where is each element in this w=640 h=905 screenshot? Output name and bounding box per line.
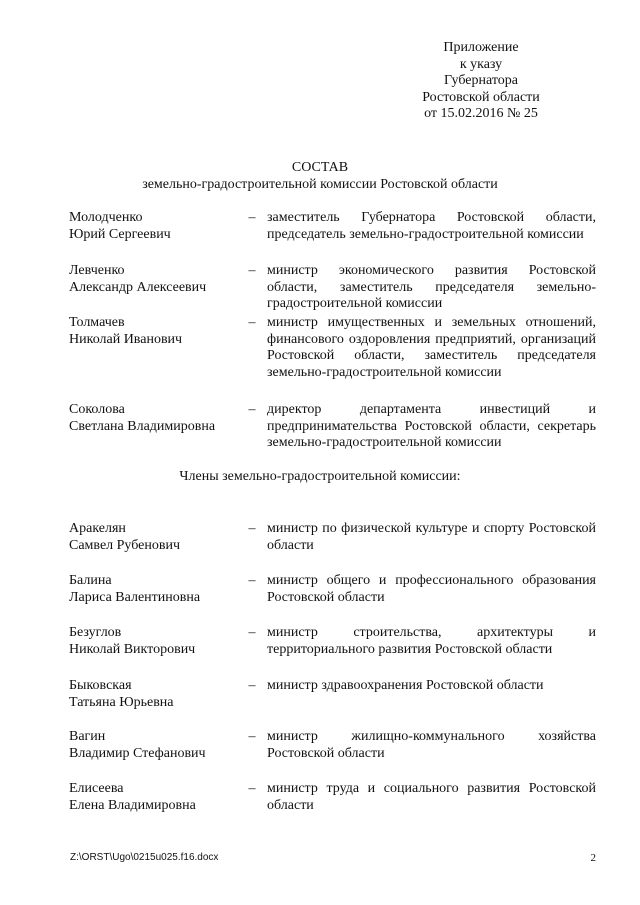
given-name: Светлана Владимировна (69, 418, 216, 434)
surname: Толмачев (69, 315, 125, 330)
appendix-block (396, 40, 566, 123)
given-name: Юрий Сергеевич (69, 226, 171, 242)
person-name (69, 729, 239, 762)
position: министр жилищно-коммунального хозяйства Ростовской области (267, 729, 596, 761)
person-name (69, 521, 239, 554)
appendix-line: Губернатора (443, 73, 519, 89)
person-name (69, 210, 239, 243)
surname: Аракелян (69, 521, 126, 536)
given-name: Николай Иванович (69, 331, 183, 347)
dash: – (248, 625, 256, 640)
dash: – (248, 263, 256, 278)
given-name: Александр Алексеевич (69, 279, 207, 295)
position: министр труда и социального развития Ростовской области (267, 781, 596, 813)
appendix-line: Приложение (443, 40, 519, 55)
dash: – (248, 210, 256, 225)
surname: Елисеева (69, 781, 124, 796)
position: министр имущественных и земельных отношений, финансового оздоровления предприятий, организаций Ростовской области, заместитель председателя земельно-градостроительной комиссии (267, 315, 596, 380)
given-name: Лариса Валентиновна (69, 589, 201, 605)
dash: – (248, 729, 256, 744)
surname: Соколова (69, 402, 125, 417)
position: министр общего и профессионального образования Ростовской области (267, 573, 596, 605)
surname: Балина (69, 573, 112, 588)
dash: – (248, 315, 256, 330)
dash: – (248, 521, 256, 536)
person-name (69, 678, 239, 711)
person-name (69, 573, 239, 606)
dash: – (248, 402, 256, 417)
given-name: Владимир Стефанович (69, 745, 206, 761)
given-name: Елена Владимировна (69, 797, 196, 813)
person-name (69, 402, 239, 435)
position: министр здравоохранения Ростовской области (267, 678, 544, 693)
dash: – (248, 573, 256, 588)
surname: Вагин (69, 729, 106, 744)
title-line-1: СОСТАВ (291, 160, 349, 175)
surname: Безуглов (69, 625, 122, 640)
person-name (69, 263, 239, 296)
appendix-line: Ростовской области (422, 89, 540, 105)
person-name (69, 315, 239, 348)
footer-file-path: Z:\ORST\Ugo\0215u025.f16.docx (70, 852, 219, 863)
given-name: Татьяна Юрьевна (69, 694, 174, 710)
given-name: Самвел Рубенович (69, 537, 181, 553)
position: директор департамента инвестиций и предпринимательства Ростовской области, секретарь земельно-градостроительной комиссии (267, 402, 596, 451)
position: министр экономического развития Ростовской области, заместитель председателя земельно-градостроительной комиссии (267, 263, 596, 312)
position: министр по физической культуре и спорту Ростовской области (267, 521, 596, 553)
position: министр строительства, архитектуры и территориального развития Ростовской области (267, 625, 596, 657)
dash: – (248, 678, 256, 693)
page-number: 2 (590, 852, 596, 864)
given-name: Николай Викторович (69, 641, 196, 657)
position: заместитель Губернатора Ростовской области, председатель земельно-градостроительной комиссии (267, 210, 596, 242)
person-name (69, 781, 239, 814)
title-line-2: земельно-градостроительной комиссии Ростовской области (142, 176, 498, 192)
members-heading: Члены земельно-градостроительной комиссии: (179, 469, 461, 484)
dash: – (248, 781, 256, 796)
appendix-line: от 15.02.2016 № 25 (424, 106, 538, 122)
document-title (0, 160, 640, 193)
person-name (69, 625, 239, 658)
surname: Молодченко (69, 210, 143, 225)
surname: Левченко (69, 263, 125, 278)
surname: Быковская (69, 678, 132, 693)
appendix-line: к указу (459, 56, 503, 72)
